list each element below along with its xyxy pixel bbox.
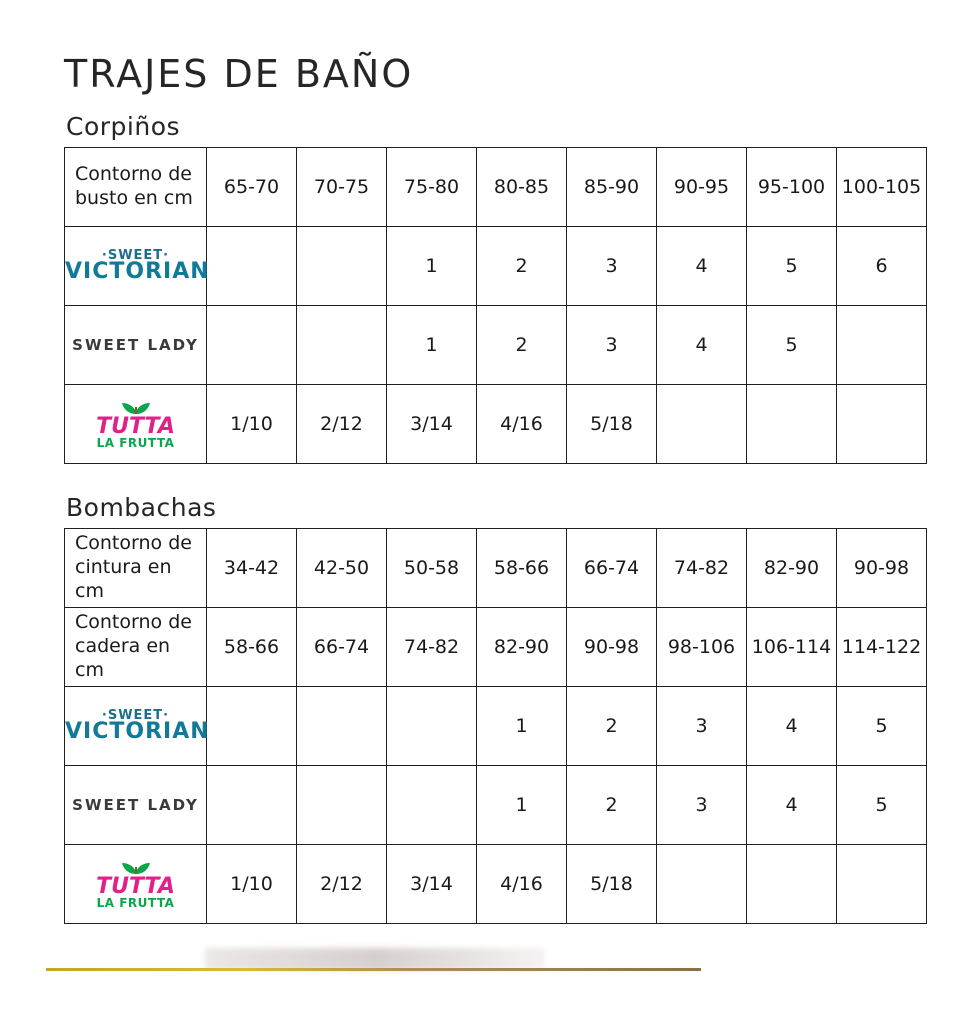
cell-header-value: 85-90 bbox=[567, 148, 657, 227]
cell-header-value: 80-85 bbox=[477, 148, 567, 227]
cell-size-value bbox=[837, 385, 927, 464]
cell-header-value: 106-114 bbox=[747, 608, 837, 687]
cell-size-value: 4 bbox=[747, 687, 837, 766]
cell-size-value bbox=[297, 306, 387, 385]
cell-header-value: 100-105 bbox=[837, 148, 927, 227]
sweet-victorian-top-text: ·SWEET· bbox=[101, 248, 170, 263]
cell-size-value: 3 bbox=[567, 227, 657, 306]
cell-header-value: 70-75 bbox=[297, 148, 387, 227]
cell-size-value: 1 bbox=[387, 306, 477, 385]
section-corpinos bbox=[64, 112, 926, 464]
row-header-cintura: Contorno de cintura en cm bbox=[65, 529, 207, 608]
cell-size-value: 2 bbox=[477, 227, 567, 306]
brand-logo-tutta-la-frutta bbox=[65, 845, 207, 924]
cell-size-value: 4/16 bbox=[477, 385, 567, 464]
table-row bbox=[65, 385, 927, 464]
cell-size-value: 4/16 bbox=[477, 845, 567, 924]
cell-size-value: 5 bbox=[747, 227, 837, 306]
brand-logo-sweet-victorian bbox=[65, 227, 210, 306]
page-title: TRAJES DE BAÑO bbox=[64, 52, 414, 96]
brand-logo-sweet-lady bbox=[65, 766, 207, 845]
cell-size-value: 4 bbox=[657, 227, 747, 306]
tutta-text: TUTTA bbox=[96, 413, 175, 439]
table-row bbox=[65, 845, 927, 924]
cell-size-value bbox=[207, 687, 297, 766]
cell-size-value bbox=[297, 227, 387, 306]
sweet-lady-logo: SWEET LADY bbox=[72, 796, 199, 814]
cell-header-value: 65-70 bbox=[207, 148, 297, 227]
size-table-corpinos bbox=[64, 147, 927, 464]
cell-size-value: 2/12 bbox=[297, 845, 387, 924]
cell-size-value: 5/18 bbox=[567, 385, 657, 464]
cell-header-value: 82-90 bbox=[747, 529, 837, 608]
table-row bbox=[65, 306, 927, 385]
cell-size-value: 3 bbox=[657, 766, 747, 845]
tutta-la-frutta-logo bbox=[96, 857, 175, 909]
cell-header-value: 66-74 bbox=[567, 529, 657, 608]
brand-logo-sweet-victorian bbox=[65, 687, 210, 766]
sweet-victorian-top-text: ·SWEET· bbox=[101, 708, 170, 723]
cell-header-value: 34-42 bbox=[207, 529, 297, 608]
cell-size-value: 5 bbox=[837, 687, 927, 766]
cell-header-value: 74-82 bbox=[387, 608, 477, 687]
footer-divider bbox=[46, 968, 701, 971]
table-row bbox=[65, 766, 927, 845]
row-header-cadera: Contorno de cadera en cm bbox=[65, 608, 207, 687]
cell-size-value bbox=[657, 385, 747, 464]
row-header-busto: Contorno de busto en cm bbox=[65, 148, 207, 227]
cell-size-value: 1/10 bbox=[207, 845, 297, 924]
cell-size-value: 3 bbox=[657, 687, 747, 766]
cell-header-value: 90-98 bbox=[567, 608, 657, 687]
cell-size-value: 1 bbox=[387, 227, 477, 306]
cell-header-value: 90-98 bbox=[837, 529, 927, 608]
table-row bbox=[65, 529, 927, 608]
cell-size-value: 2 bbox=[567, 766, 657, 845]
cell-size-value: 2 bbox=[567, 687, 657, 766]
cell-size-value: 1 bbox=[477, 766, 567, 845]
brand-logo-tutta-la-frutta bbox=[65, 385, 207, 464]
tutta-la-frutta-logo bbox=[96, 397, 175, 449]
sweet-victorian-logo bbox=[65, 708, 210, 744]
cell-size-value: 5 bbox=[837, 766, 927, 845]
leaf-icon bbox=[96, 401, 175, 415]
cell-header-value: 74-82 bbox=[657, 529, 747, 608]
cell-header-value: 42-50 bbox=[297, 529, 387, 608]
cell-header-value: 82-90 bbox=[477, 608, 567, 687]
cell-size-value bbox=[297, 687, 387, 766]
table-row bbox=[65, 608, 927, 687]
cell-size-value: 6 bbox=[837, 227, 927, 306]
cell-size-value bbox=[207, 306, 297, 385]
cell-header-value: 75-80 bbox=[387, 148, 477, 227]
cell-size-value bbox=[387, 687, 477, 766]
cell-size-value bbox=[207, 227, 297, 306]
table-row bbox=[65, 687, 927, 766]
cell-size-value: 4 bbox=[747, 766, 837, 845]
section-label-corpinos: Corpiños bbox=[66, 112, 181, 141]
cell-size-value: 5 bbox=[747, 306, 837, 385]
cell-size-value: 2 bbox=[477, 306, 567, 385]
brand-logo-sweet-lady bbox=[65, 306, 207, 385]
section-label-bombachas: Bombachas bbox=[66, 493, 217, 522]
cell-size-value bbox=[297, 766, 387, 845]
cell-size-value bbox=[747, 845, 837, 924]
sweet-victorian-logo bbox=[65, 248, 210, 284]
cell-size-value bbox=[207, 766, 297, 845]
cell-size-value: 1 bbox=[477, 687, 567, 766]
section-bombachas bbox=[64, 493, 926, 924]
cell-size-value: 1/10 bbox=[207, 385, 297, 464]
cell-size-value bbox=[387, 766, 477, 845]
cell-header-value: 98-106 bbox=[657, 608, 747, 687]
cell-header-value: 58-66 bbox=[477, 529, 567, 608]
cell-size-value bbox=[837, 845, 927, 924]
size-table-bombachas bbox=[64, 528, 927, 924]
table-row bbox=[65, 148, 927, 227]
la-frutta-text: LA FRUTTA bbox=[96, 435, 175, 450]
cell-size-value bbox=[657, 845, 747, 924]
cell-size-value: 3/14 bbox=[387, 845, 477, 924]
leaf-icon bbox=[96, 861, 175, 875]
cell-size-value bbox=[837, 306, 927, 385]
cell-size-value: 5/18 bbox=[567, 845, 657, 924]
sweet-victorian-bottom-text: VICTORIAN bbox=[65, 259, 210, 284]
cell-header-value: 66-74 bbox=[297, 608, 387, 687]
cell-size-value: 3 bbox=[567, 306, 657, 385]
cell-header-value: 114-122 bbox=[837, 608, 927, 687]
cell-header-value: 58-66 bbox=[207, 608, 297, 687]
cell-header-value: 90-95 bbox=[657, 148, 747, 227]
cell-size-value: 4 bbox=[657, 306, 747, 385]
cell-header-value: 95-100 bbox=[747, 148, 837, 227]
sweet-lady-logo: SWEET LADY bbox=[72, 336, 199, 354]
footer-smudge bbox=[205, 948, 545, 970]
cell-size-value: 3/14 bbox=[387, 385, 477, 464]
la-frutta-text: LA FRUTTA bbox=[96, 895, 175, 910]
sweet-victorian-bottom-text: VICTORIAN bbox=[65, 719, 210, 744]
table-row bbox=[65, 227, 927, 306]
cell-size-value bbox=[747, 385, 837, 464]
cell-size-value: 2/12 bbox=[297, 385, 387, 464]
tutta-text: TUTTA bbox=[96, 873, 175, 899]
cell-header-value: 50-58 bbox=[387, 529, 477, 608]
